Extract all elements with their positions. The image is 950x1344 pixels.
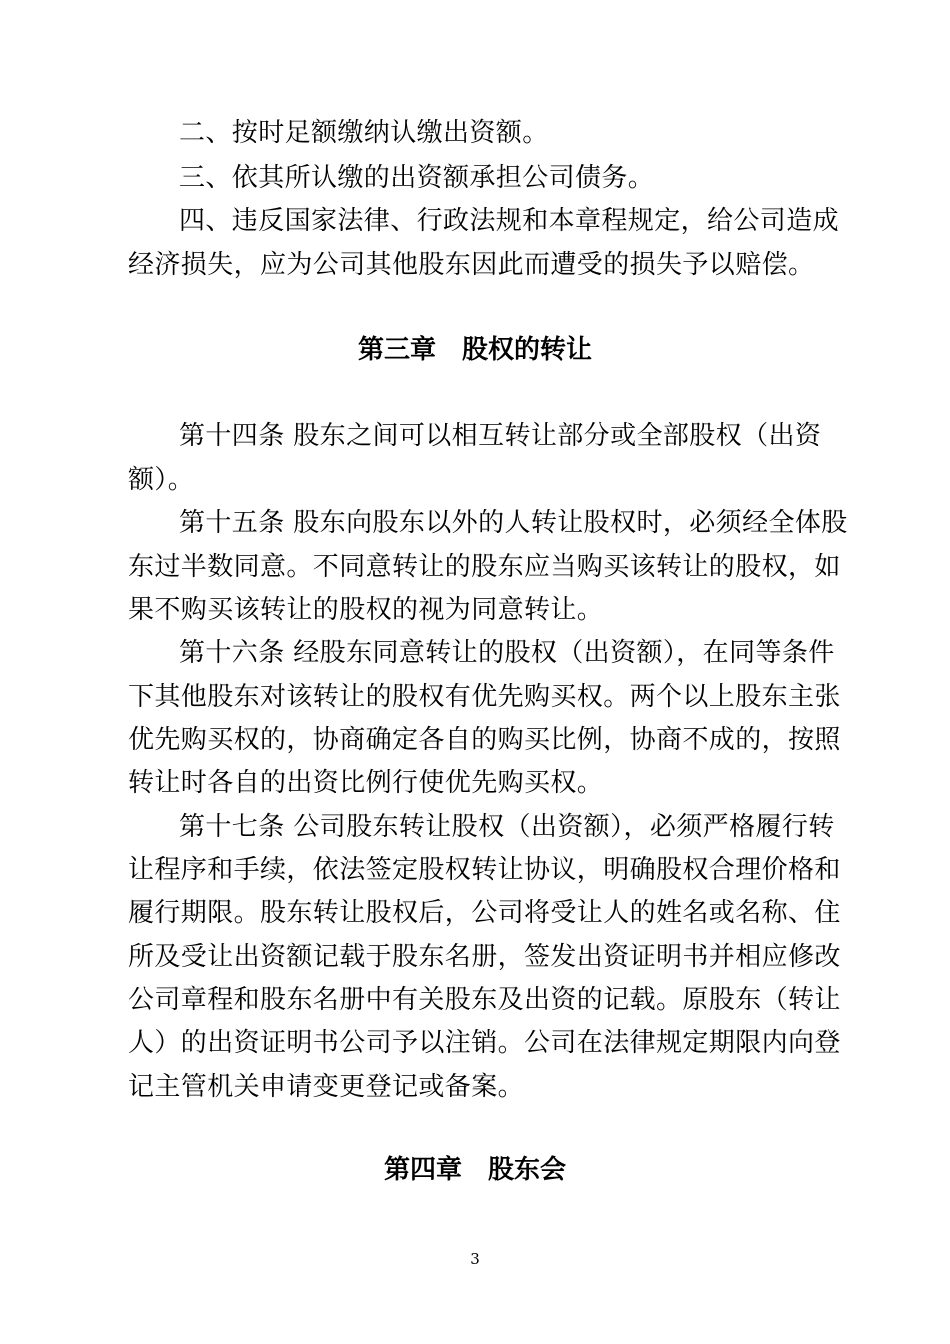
chapter-3-title: 第三章 股权的转让 xyxy=(357,335,592,365)
text-line: 四、违反国家法律、行政法规和本章程规定，给公司造成 xyxy=(179,206,840,236)
article-15-line: 果不购买该转让的股权的视为同意转让。 xyxy=(128,595,604,625)
page-number: 3 xyxy=(470,1250,480,1268)
article-16-line: 转让时各自的出资比例行使优先购买权。 xyxy=(128,768,604,798)
text-line: 经济损失，应为公司其他股东因此而遭受的损失予以赔偿。 xyxy=(128,250,815,280)
article-17-line: 第十七条 公司股东转让股权（出资额），必须严格履行转 xyxy=(179,812,835,842)
article-17-line: 记主管机关申请变更登记或备案。 xyxy=(128,1072,525,1102)
article-14-line: 第十四条 股东之间可以相互转让部分或全部股权（出资 xyxy=(179,421,822,451)
article-14-line: 额）。 xyxy=(128,465,195,495)
article-16-line: 优先购买权的，协商确定各自的购买比例，协商不成的，按照 xyxy=(128,725,841,755)
article-17-line: 所及受让出资额记载于股东名册，签发出资证明书并相应修改 xyxy=(128,942,841,972)
article-16-line: 第十六条 经股东同意转让的股权（出资额），在同等条件 xyxy=(179,638,835,668)
article-17-line: 履行期限。股东转让股权后，公司将受让人的姓名或名称、住 xyxy=(128,898,841,928)
text-line: 三、依其所认缴的出资额承担公司债务。 xyxy=(179,163,655,193)
article-15-line: 东过半数同意。不同意转让的股东应当购买该转让的股权，如 xyxy=(128,552,841,582)
chapter-4-title: 第四章 股东会 xyxy=(383,1155,566,1185)
text-line: 二、按时足额缴纳认缴出资额。 xyxy=(179,118,549,148)
article-17-line: 公司章程和股东名册中有关股东及出资的记载。原股东（转让 xyxy=(128,985,841,1015)
article-16-line: 下其他股东对该转让的股权有优先购买权。两个以上股东主张 xyxy=(128,682,841,712)
article-17-line: 让程序和手续，依法签定股权转让协议，明确股权合理价格和 xyxy=(128,855,841,885)
article-17-line: 人）的出资证明书公司予以注销。公司在法律规定期限内向登 xyxy=(128,1028,841,1058)
article-15-line: 第十五条 股东向股东以外的人转让股权时，必须经全体股 xyxy=(179,508,848,538)
